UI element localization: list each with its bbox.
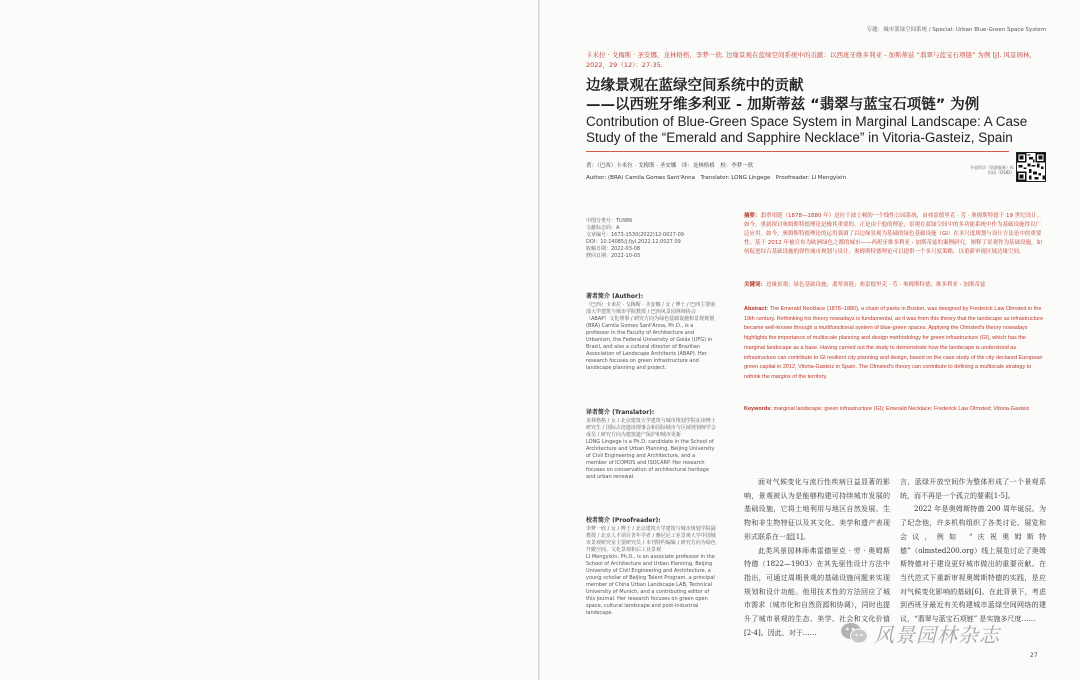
qr-code-icon (1016, 152, 1046, 182)
page-number: 27 (1030, 652, 1038, 659)
body-column-2 (900, 476, 1046, 636)
keywords-english (744, 405, 1044, 415)
meta-line: 文献标志码：A (586, 225, 620, 231)
title-chinese (586, 77, 1056, 115)
proofreader-bio-en: LI Mengyixin, Ph.D., is an associate professor in the School of Architecture and Urban Planning, Beijing University of Civil Engineering and Architecture, a young scholar of Beijing Talent Program, a principal member of China Urban Landscape LAB, Technical University of Munich, and a contributing editor of this journal. Her research focuses on green open space, cultural landscape and post-industrial landscape. (586, 554, 715, 616)
wechat-watermark (840, 616, 1056, 650)
body-paragraph: 面对气候变化与流行性疾病日益显著的影响，景观被认为是能够构建可持续城市发展的基础设施，它将土地利用与地区自然发展、生物和非生物特征以及其文化、美学和遗产表现形式联系在一起[1]。 (744, 478, 890, 541)
proofreader-bio-heading: 校者简介 (Proofreader): (586, 517, 661, 524)
wechat-icon (840, 621, 868, 645)
abstract-english-text: The Emerald Necklace (1878–1880), a chain of parks in Boston, was designed by Frederick Law Olmsted in the 19th century. Rethinking his theory nowadays is fundamental, as it was from this theory that the landscape as infrastructure became well-known through a multifunctional system of blue-green spaces. Applying the Olmsted's theory nowadays highlights the importance of multiscale planning and design methodology for green infrastructure (GI), which has the marginal landscape as a base. Having carried out the study to demonstrate how the landscape is understood as infrastructure can contribute to GI resilient city planning and design, based on the case study of the city declared European green capital in 2012, Vitoria-Gasteiz in Spain. The Olmsted's theory can contribute to defining a multiscale strategy to rethink the margins of the territory. (744, 306, 1044, 380)
title-english: Contribution of Blue-Green Space System in Marginal Landscape: A Case Study of the “Emerald and Sapphire Necklace” in Vitoria-Gasteiz, Spain (586, 114, 1028, 145)
watermark-text: 风景园林杂志 (874, 622, 1000, 647)
author-bio-zh: （巴西）卡米拉 · 戈梅斯 · 圣安娜 / 女 / 博士 / 巴西主要南部大学建筑与城市学院教授 / 巴西风景园林师协会（ABAP）文化理事 / 研究方向为绿色基础设施和景观规划 (586, 302, 716, 322)
keywords-chinese-label: 关键词： (744, 282, 767, 288)
abstract-chinese (744, 212, 1044, 257)
author-bio-en: (BRA) Camila Gomes Sant'Anna, Ph.D., is a professor in the Faculty of Architecture and Urbanism, the Federal University of Goiás (UFG) in Brazil, and also a cultural director of Brazilian Association of Landscape Architects (ABAP). Her research focuses on green infrastructure and landscape planning and project. (586, 323, 713, 371)
author-bio (586, 292, 716, 372)
body-paragraph: 言，蓝绿开放空间作为整体形成了一个景观系统，而不再是一个孤立的要素[1-5]。 (900, 478, 1046, 500)
translator-bio-en: LONG Lingege is a Ph.D. candidate in the School of Architecture and Urban Planning, Beijing University of Civil Engineering and Architecture, and a member of ICOMOS and ISOCARP. Her research focuses on conservation of architectural heritage and urban renewal. (586, 439, 715, 480)
authors-chinese: 著：（巴西）卡米拉 · 戈梅斯 · 圣安娜 译：龙林格格 校：李梦一欣 (586, 163, 754, 169)
abstract-english (744, 305, 1044, 383)
meta-line: 修回日期：2022-10-03 (586, 253, 641, 259)
author-bio-heading: 著者简介 (Author): (586, 293, 644, 300)
citation: 卡米拉 · 戈梅斯 · 圣安娜，龙林格格，李梦一欣. 边缘景观在蓝绿空间系统中的贡献：以西班牙维多利亚 - 加斯蒂兹 “翡翠与蓝宝石项链” 为例 [J]. 风景园林，2022，29（12）：27-35. (586, 51, 1037, 69)
keywords-chinese (744, 281, 1044, 290)
body-paragraph: 此类风景园林师弗雷德里克 · 劳 · 奥姆斯特德（1822—1903）在其先驱性设计方法中指出，可通过周期景观的基础设施问题来实现规划和设计功能。他用技术性的方法回应了城市需求（城市化和自然资源和协调），同时也提升了城市景观的生态、美学、社会和文化价值[2-4]。因此，对于…… (744, 546, 890, 636)
keywords-chinese-text: 边缘景观；绿色基础设施；翡翠项链；弗雷德里克 · 劳 · 奥姆斯特德；维多利亚 - 加斯蒂兹 (766, 282, 986, 288)
translator-bio-zh: 龙林格格 / 女 / 北京建筑大学建筑与城市规划学院在读博士研究生 / 国际古迹遗址理事会和国际城市与区域规划师学会成员 / 研究方向为建筑遗产保护和城市更新 (586, 418, 716, 438)
author-block (586, 160, 966, 184)
translator-bio (586, 408, 716, 481)
left-blank-page (0, 0, 538, 680)
qr-caption: 开放科学（资源服务）标识码（OSID） (970, 165, 1014, 175)
body-column-1 (744, 476, 890, 636)
title-divider (586, 151, 1009, 152)
proofreader-bio-zh: 李梦一欣 / 女 / 博士 / 北京建筑大学建筑与城市规划学院副教授 / 北京人才项目青年学者 / 雅尼尼工业景观大学中国城市景观研究室主要研究员 / 本刊特约编辑 / 研究方向为绿色开敞空间、文化景观和后工业景观 (586, 526, 716, 553)
abstract-chinese-label: 摘要： (744, 213, 761, 219)
abstract-english-label: Abstract: (744, 306, 769, 312)
meta-line: DOI：10.14085/j.fjyl.2022.12.0027.09 (586, 239, 681, 245)
proofreader-bio (586, 516, 716, 617)
title-chinese-line1: 边缘景观在蓝绿空间系统中的贡献 (586, 78, 804, 94)
authors-english: Author: (BRA) Camila Gomes Sant'Anna Translator: LONG Lingege Proofreader: LI Mengyixin (586, 175, 847, 181)
meta-line: 文章编号：1673-1530(2022)12-0027-09 (586, 232, 684, 238)
body-paragraph: 2022 年是奥姆斯特德 200 周年诞辰。为了纪念他，许多机构组织了各类讨论、展览和会议，例如 “庆祝奥姆斯特德”（olmsted200.org）线上展览讨论了奥姆斯特德对于建设更好城市做出的重要贡献。在当代范式下重新审视奥姆斯特德的实践，是应对气候变化影响的基础[6]。在此背景下，考虑到西班牙最近有关构建城市蓝绿空间网络的建议，“翡翠与蓝宝石项链” 是实施多尺度…… (900, 505, 1046, 624)
abstract-chinese-text: 翡翠项链（1878—1880 年）是位于波士顿的一个线性公园系统，由弗雷德里克 · 劳 · 奥姆斯特德于 19 世纪设计。如今，重新探讨奥姆斯特德理论是极其重要的。正是由于他的理论，景观在蓝绿空间中的多功能系统中作为基础设施得以广泛应用。如今，奥姆斯特德理论的运用强调了以边缘景观为基础的绿色基础设施（GI）在多尺度规划与设计方法论中的重要性。基于 2012 年被宣布为欧洲绿色之都的城市——西班牙维多利亚 - 加斯蒂兹的案例研究，阐释了景观作为基础设施，如何促进综合基础设施的弹性城市规划与设计。奥姆斯特德理论可以提供一个多尺度策略，以重新审视区域边缘空间。 (744, 213, 1043, 255)
keywords-english-label: Keywords: (744, 406, 773, 412)
meta-line: 中图分类号：TU986 (586, 218, 633, 224)
title-chinese-line2: ——以西班牙维多利亚 - 加斯蒂兹 “翡翠与蓝宝石项链” 为例 (586, 97, 980, 113)
keywords-english-text: marginal landscape; green infrastructure (GI); Emerald Necklace; Frederick Law Olmsted; Vitoria-Gasteiz (773, 406, 1030, 412)
meta-line: 收稿日期：2022-03-08 (586, 246, 641, 252)
column-tag: 专题：城市蓝绿空间系统 / Special: Urban Blue-Green Space System (866, 27, 1046, 33)
translator-bio-heading: 译者简介 (Translator): (586, 409, 655, 416)
article-meta (586, 218, 716, 260)
